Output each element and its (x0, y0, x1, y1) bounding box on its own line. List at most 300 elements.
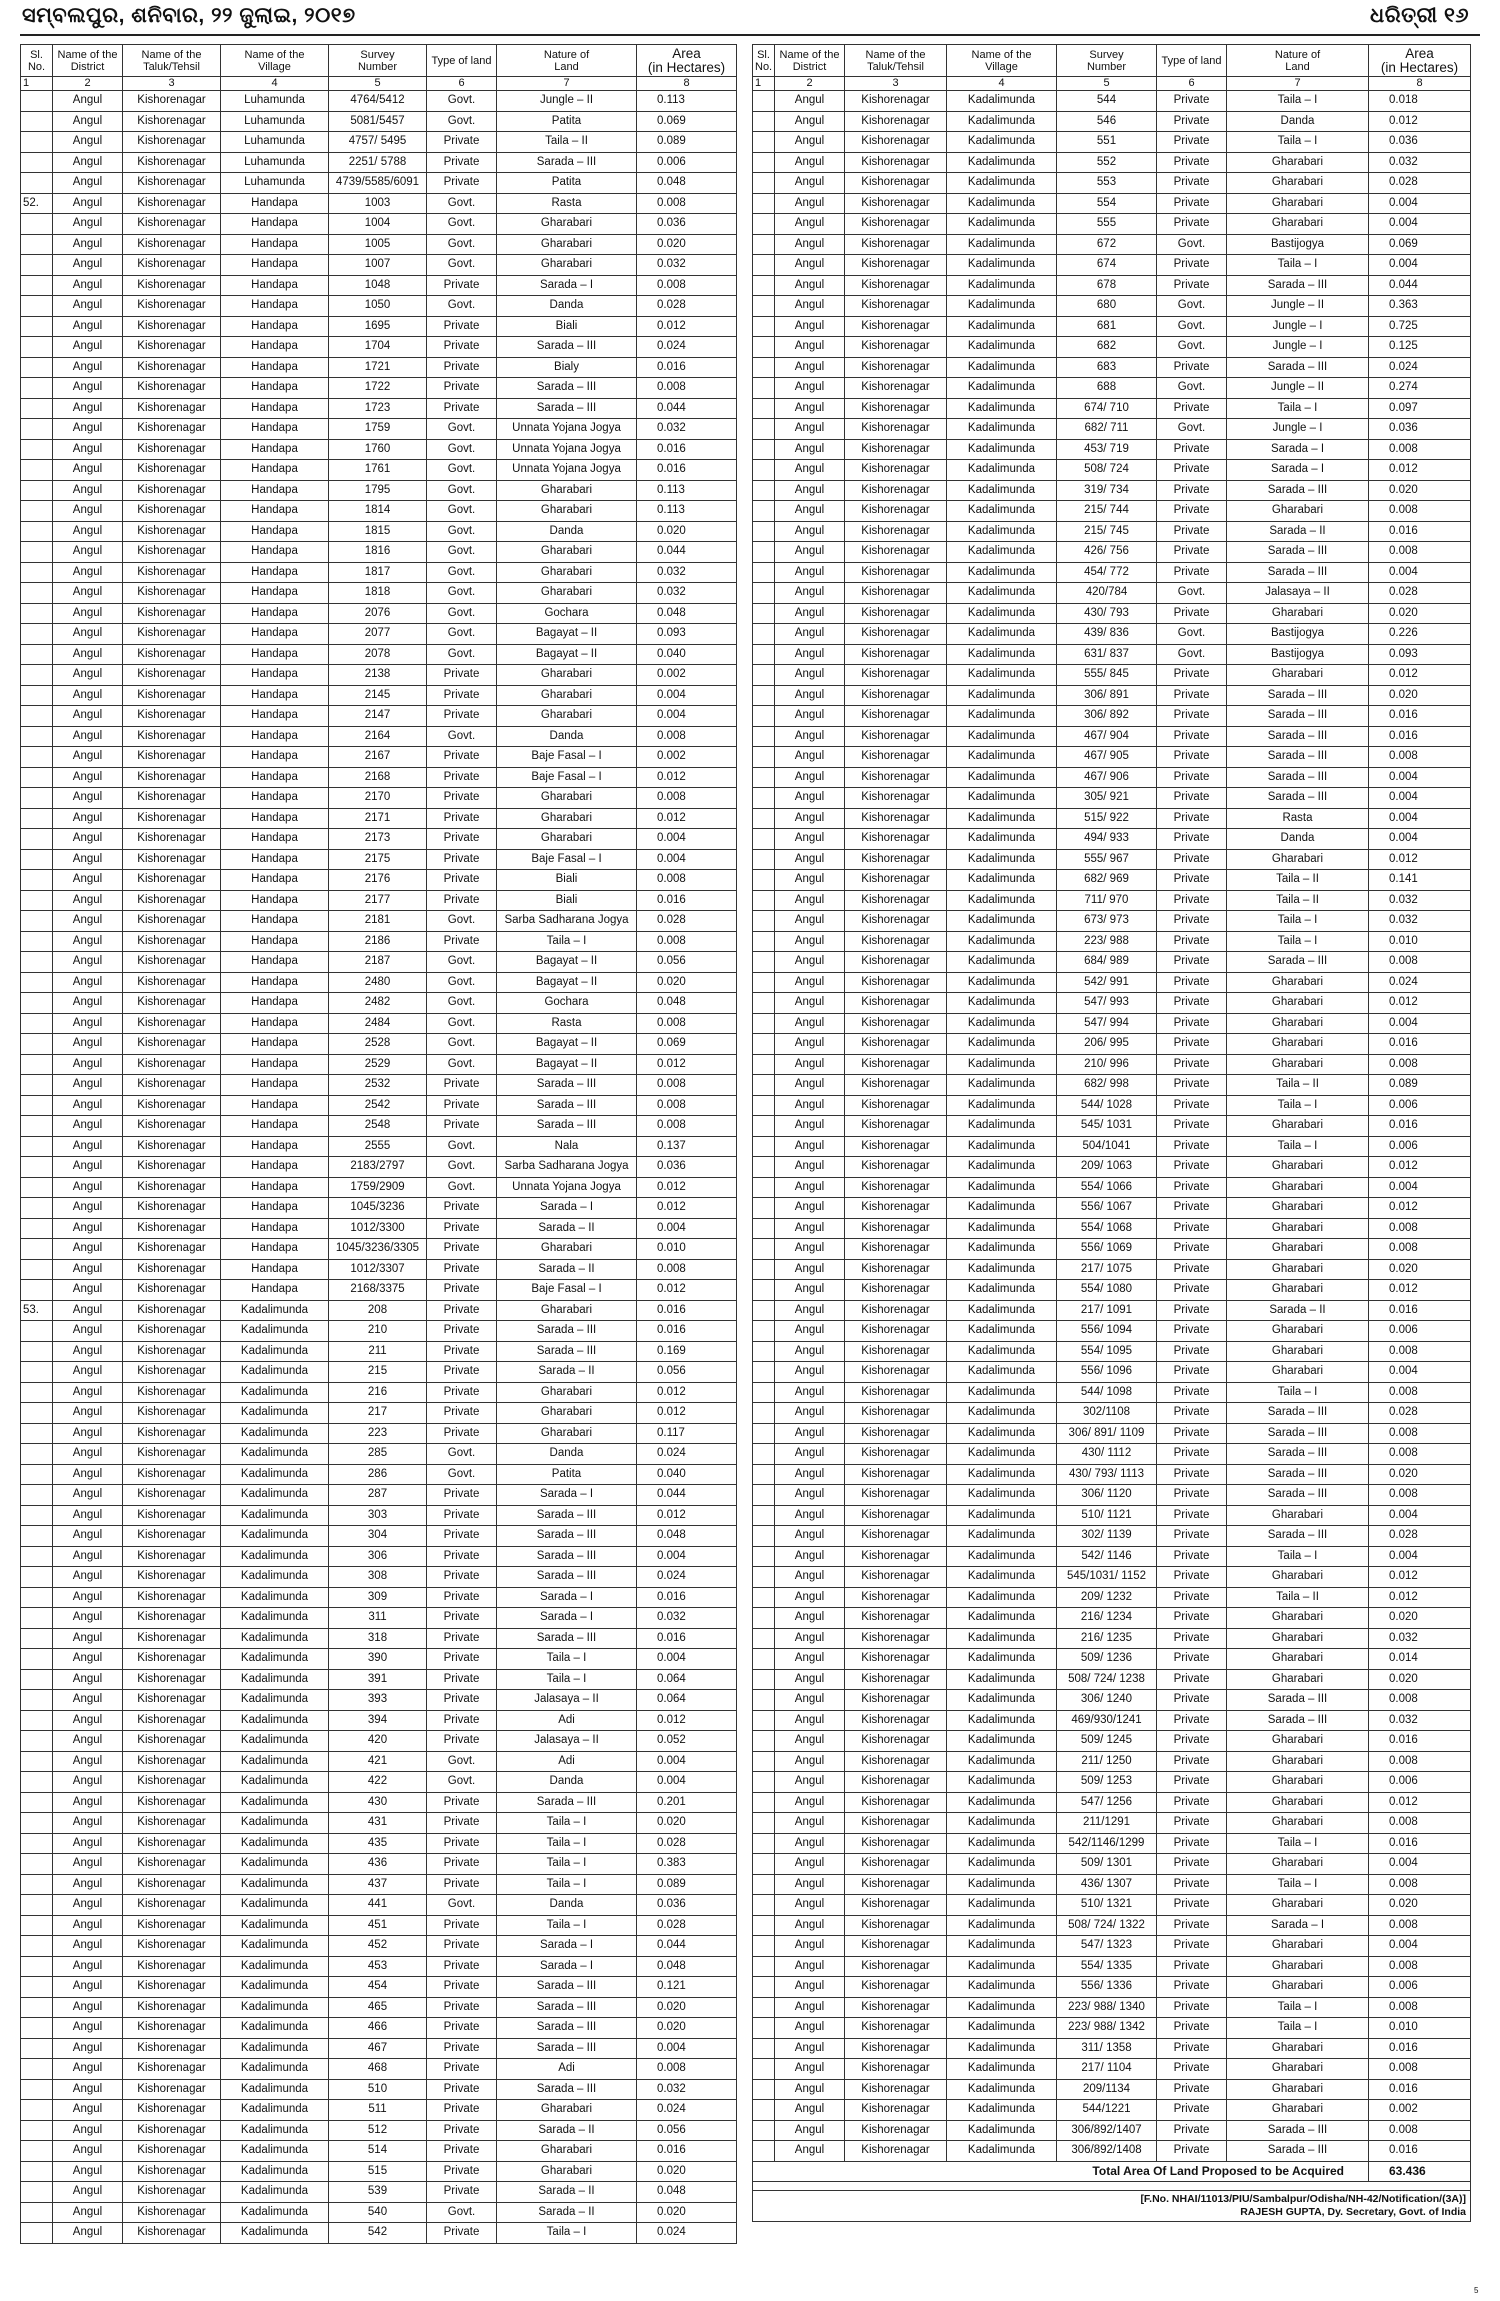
table-row (21, 193, 737, 214)
cell-land-nature: Sarada – II (497, 2182, 637, 2203)
cell-serial-number (21, 2100, 53, 2121)
cell-serial-number (21, 1382, 53, 1403)
cell-taluk: Kishorenagar (845, 1198, 947, 1219)
cell-taluk: Kishorenagar (123, 767, 221, 788)
column-number: 8 (1369, 77, 1471, 91)
cell-area-hectares: 0.725 (1369, 316, 1471, 337)
cell-survey-number: 217/ 1075 (1057, 1259, 1157, 1280)
cell-land-type: Private (427, 1792, 497, 1813)
cell-land-type: Private (1157, 1792, 1227, 1813)
cell-land-type: Private (427, 1915, 497, 1936)
column-header-taluk (845, 45, 947, 77)
cell-taluk: Kishorenagar (123, 501, 221, 522)
column-header-line: Village (985, 60, 1018, 73)
cell-area-hectares: 0.069 (637, 111, 737, 132)
cell-survey-number: 1814 (329, 501, 427, 522)
cell-area-hectares: 0.028 (637, 1915, 737, 1936)
cell-taluk: Kishorenagar (845, 1956, 947, 1977)
cell-village: Kadalimunda (221, 1813, 329, 1834)
cell-survey-number: 547/ 993 (1057, 993, 1157, 1014)
cell-area-hectares: 0.016 (1369, 1731, 1471, 1752)
cell-land-type: Govt. (427, 419, 497, 440)
cell-serial-number (21, 234, 53, 255)
cell-land-type: Private (1157, 521, 1227, 542)
table-row (21, 1177, 737, 1198)
cell-village: Kadalimunda (947, 1116, 1057, 1137)
cell-area-hectares: 0.016 (637, 1300, 737, 1321)
cell-survey-number: 682/ 998 (1057, 1075, 1157, 1096)
cell-taluk: Kishorenagar (845, 1792, 947, 1813)
cell-area-hectares: 0.048 (637, 1526, 737, 1547)
land-schedule-table-right (752, 44, 1471, 2222)
cell-taluk: Kishorenagar (845, 1321, 947, 1342)
cell-village: Kadalimunda (947, 357, 1057, 378)
cell-taluk: Kishorenagar (123, 1751, 221, 1772)
cell-area-hectares: 0.036 (1369, 419, 1471, 440)
column-number: 5 (1057, 77, 1157, 91)
cell-area-hectares: 0.020 (637, 2161, 737, 2182)
cell-village: Kadalimunda (947, 767, 1057, 788)
cell-land-type: Private (1157, 91, 1227, 112)
cell-land-type: Private (427, 1075, 497, 1096)
cell-land-nature: Sarada – III (1227, 685, 1369, 706)
cell-village: Handapa (221, 357, 329, 378)
cell-survey-number: 515 (329, 2161, 427, 2182)
cell-land-nature: Gharabari (497, 706, 637, 727)
cell-village: Handapa (221, 952, 329, 973)
column-number-row (753, 77, 1471, 91)
cell-serial-number (21, 849, 53, 870)
cell-land-type: Private (427, 685, 497, 706)
cell-land-type: Private (1157, 1628, 1227, 1649)
cell-land-type: Private (1157, 1116, 1227, 1137)
cell-district: Angul (775, 275, 845, 296)
cell-area-hectares: 0.274 (1369, 378, 1471, 399)
cell-area-hectares: 0.008 (1369, 1813, 1471, 1834)
cell-serial-number (21, 1546, 53, 1567)
cell-taluk: Kishorenagar (123, 2161, 221, 2182)
table-row (21, 480, 737, 501)
cell-village: Kadalimunda (221, 2100, 329, 2121)
cell-village: Kadalimunda (947, 1177, 1057, 1198)
cell-village: Kadalimunda (221, 1526, 329, 1547)
column-header-line: Name of the (244, 48, 305, 61)
cell-district: Angul (53, 316, 123, 337)
table-row (753, 1956, 1471, 1977)
cell-serial-number (753, 1095, 775, 1116)
cell-area-hectares: 0.024 (1369, 972, 1471, 993)
cell-village: Kadalimunda (221, 2141, 329, 2162)
cell-taluk: Kishorenagar (123, 193, 221, 214)
cell-village: Kadalimunda (947, 1013, 1057, 1034)
cell-land-nature: Sarada – III (1227, 1710, 1369, 1731)
cell-land-type: Private (427, 1546, 497, 1567)
cell-taluk: Kishorenagar (123, 2100, 221, 2121)
cell-land-nature: Sarada – III (497, 1321, 637, 1342)
cell-district: Angul (775, 132, 845, 153)
cell-taluk: Kishorenagar (123, 1362, 221, 1383)
table-row (753, 1936, 1471, 1957)
table-row (753, 501, 1471, 522)
cell-area-hectares: 0.004 (1369, 767, 1471, 788)
cell-village: Kadalimunda (947, 2059, 1057, 2080)
cell-survey-number: 1722 (329, 378, 427, 399)
cell-land-nature: Sarada – I (497, 1198, 637, 1219)
cell-village: Handapa (221, 562, 329, 583)
cell-land-type: Private (1157, 870, 1227, 891)
cell-area-hectares: 0.008 (637, 788, 737, 809)
cell-land-nature: Gharabari (1227, 2059, 1369, 2080)
cell-village: Kadalimunda (947, 624, 1057, 645)
cell-village: Kadalimunda (947, 931, 1057, 952)
cell-taluk: Kishorenagar (845, 1013, 947, 1034)
cell-serial-number (21, 419, 53, 440)
column-number: 1 (753, 77, 775, 91)
cell-serial-number (753, 296, 775, 317)
table-row (21, 1915, 737, 1936)
page-number: 5 (1474, 2286, 1479, 2295)
cell-village: Kadalimunda (221, 1403, 329, 1424)
cell-survey-number: 2555 (329, 1136, 427, 1157)
cell-land-nature: Taila – I (1227, 1833, 1369, 1854)
cell-district: Angul (53, 1997, 123, 2018)
cell-land-type: Private (1157, 1362, 1227, 1383)
cell-area-hectares: 0.008 (1369, 1239, 1471, 1260)
cell-village: Handapa (221, 1136, 329, 1157)
cell-area-hectares: 0.008 (1369, 542, 1471, 563)
cell-survey-number: 2482 (329, 993, 427, 1014)
cell-district: Angul (53, 1157, 123, 1178)
cell-district: Angul (53, 1936, 123, 1957)
table-body-left (21, 91, 737, 2244)
column-number: 6 (427, 77, 497, 91)
cell-survey-number: 1050 (329, 296, 427, 317)
cell-survey-number: 216/ 1234 (1057, 1608, 1157, 1629)
cell-taluk: Kishorenagar (123, 1198, 221, 1219)
table-row (21, 603, 737, 624)
cell-district: Angul (53, 1587, 123, 1608)
cell-area-hectares: 0.048 (637, 173, 737, 194)
table-row (753, 1157, 1471, 1178)
cell-land-type: Private (427, 378, 497, 399)
cell-area-hectares: 0.089 (637, 1874, 737, 1895)
cell-village: Kadalimunda (221, 1382, 329, 1403)
cell-land-nature: Gharabari (1227, 1731, 1369, 1752)
cell-village: Handapa (221, 193, 329, 214)
cell-taluk: Kishorenagar (123, 1321, 221, 1342)
cell-survey-number: 211/1291 (1057, 1813, 1157, 1834)
cell-taluk: Kishorenagar (123, 460, 221, 481)
cell-area-hectares: 0.004 (637, 685, 737, 706)
cell-village: Kadalimunda (221, 1751, 329, 1772)
column-header-line: District (792, 60, 827, 73)
cell-taluk: Kishorenagar (123, 706, 221, 727)
cell-survey-number: 439/ 836 (1057, 624, 1157, 645)
cell-land-nature: Sarada – I (497, 1956, 637, 1977)
cell-land-nature: Sarada – III (1227, 1690, 1369, 1711)
cell-district: Angul (53, 173, 123, 194)
cell-taluk: Kishorenagar (845, 624, 947, 645)
cell-village: Handapa (221, 1095, 329, 1116)
cell-district: Angul (53, 1198, 123, 1219)
table-row (753, 747, 1471, 768)
cell-survey-number: 454/ 772 (1057, 562, 1157, 583)
cell-survey-number: 454 (329, 1977, 427, 1998)
cell-land-nature: Taila – II (1227, 890, 1369, 911)
cell-area-hectares: 0.008 (637, 1095, 737, 1116)
cell-village: Kadalimunda (221, 2038, 329, 2059)
cell-district: Angul (775, 255, 845, 276)
cell-serial-number (753, 1485, 775, 1506)
table-row (753, 706, 1471, 727)
cell-taluk: Kishorenagar (123, 972, 221, 993)
table-row (753, 1505, 1471, 1526)
cell-district: Angul (775, 173, 845, 194)
cell-area-hectares: 0.032 (637, 583, 737, 604)
cell-area-hectares: 0.012 (1369, 849, 1471, 870)
cell-village: Kadalimunda (947, 91, 1057, 112)
cell-village: Kadalimunda (947, 1259, 1057, 1280)
cell-area-hectares: 0.028 (1369, 1526, 1471, 1547)
cell-village: Handapa (221, 1239, 329, 1260)
cell-serial-number (753, 1936, 775, 1957)
cell-village: Kadalimunda (947, 2141, 1057, 2162)
cell-land-type: Private (427, 1116, 497, 1137)
cell-survey-number: 422 (329, 1772, 427, 1793)
table-row (21, 2018, 737, 2039)
cell-land-type: Private (1157, 1382, 1227, 1403)
cell-land-type: Private (427, 1095, 497, 1116)
cell-land-type: Govt. (427, 501, 497, 522)
cell-village: Kadalimunda (947, 890, 1057, 911)
cell-survey-number: 306/892/1407 (1057, 2120, 1157, 2141)
cell-district: Angul (53, 562, 123, 583)
cell-land-type: Govt. (427, 460, 497, 481)
cell-survey-number: 311/ 1358 (1057, 2038, 1157, 2059)
cell-land-type: Govt. (427, 911, 497, 932)
cell-taluk: Kishorenagar (123, 1095, 221, 1116)
cell-serial-number (753, 1854, 775, 1875)
cell-serial-number (753, 1116, 775, 1137)
cell-land-nature: Taila – I (497, 2223, 637, 2244)
table-row (21, 1382, 737, 1403)
cell-survey-number: 551 (1057, 132, 1157, 153)
cell-serial-number (21, 931, 53, 952)
cell-serial-number (21, 624, 53, 645)
cell-district: Angul (53, 2038, 123, 2059)
cell-village: Kadalimunda (947, 1136, 1057, 1157)
cell-land-nature: Gharabari (1227, 849, 1369, 870)
cell-taluk: Kishorenagar (123, 583, 221, 604)
cell-land-nature: Taila – I (1227, 1546, 1369, 1567)
cell-land-type: Private (427, 1198, 497, 1219)
cell-district: Angul (53, 1464, 123, 1485)
cell-district: Angul (775, 2100, 845, 2121)
cell-area-hectares: 0.020 (1369, 1669, 1471, 1690)
cell-village: Handapa (221, 993, 329, 1014)
cell-land-type: Private (1157, 132, 1227, 153)
cell-village: Kadalimunda (947, 2120, 1057, 2141)
cell-survey-number: 286 (329, 1464, 427, 1485)
cell-serial-number (21, 1444, 53, 1465)
cell-area-hectares: 0.020 (1369, 1895, 1471, 1916)
table-row (753, 2038, 1471, 2059)
table-row (21, 706, 737, 727)
column-number: 7 (1227, 77, 1369, 91)
cell-land-nature: Gharabari (497, 2141, 637, 2162)
cell-survey-number: 210/ 996 (1057, 1054, 1157, 1075)
table-row (753, 1054, 1471, 1075)
cell-survey-number: 2187 (329, 952, 427, 973)
cell-land-type: Govt. (427, 726, 497, 747)
cell-land-nature: Sarada – III (1227, 767, 1369, 788)
cell-taluk: Kishorenagar (123, 624, 221, 645)
cell-taluk: Kishorenagar (845, 952, 947, 973)
cell-serial-number (753, 1013, 775, 1034)
cell-survey-number: 2532 (329, 1075, 427, 1096)
cell-survey-number: 556/ 1094 (1057, 1321, 1157, 1342)
cell-district: Angul (775, 2018, 845, 2039)
cell-land-nature: Gharabari (1227, 214, 1369, 235)
cell-land-nature: Sarada – III (497, 1628, 637, 1649)
cell-village: Kadalimunda (947, 1628, 1057, 1649)
cell-land-nature: Sarada – III (497, 1792, 637, 1813)
cell-district: Angul (53, 1977, 123, 1998)
column-header-line: Area (672, 45, 701, 61)
cell-serial-number (753, 1587, 775, 1608)
cell-serial-number (753, 767, 775, 788)
cell-land-nature: Gharabari (1227, 1054, 1369, 1075)
cell-village: Kadalimunda (221, 2059, 329, 2080)
cell-village: Luhamunda (221, 152, 329, 173)
cell-survey-number: 217 (329, 1403, 427, 1424)
cell-district: Angul (775, 1075, 845, 1096)
cell-land-type: Private (427, 2223, 497, 2244)
cell-land-nature: Gharabari (497, 214, 637, 235)
cell-village: Kadalimunda (947, 214, 1057, 235)
cell-survey-number: 435 (329, 1833, 427, 1854)
cell-village: Kadalimunda (947, 1075, 1057, 1096)
cell-area-hectares: 0.008 (637, 1259, 737, 1280)
cell-district: Angul (775, 2120, 845, 2141)
cell-village: Kadalimunda (947, 1649, 1057, 1670)
cell-land-type: Private (1157, 111, 1227, 132)
cell-land-nature: Sarada – III (1227, 275, 1369, 296)
cell-district: Angul (53, 2059, 123, 2080)
cell-district: Angul (53, 255, 123, 276)
cell-area-hectares: 0.016 (637, 460, 737, 481)
cell-serial-number (21, 1936, 53, 1957)
cell-village: Kadalimunda (947, 337, 1057, 358)
cell-taluk: Kishorenagar (845, 1751, 947, 1772)
cell-taluk: Kishorenagar (123, 1403, 221, 1424)
table-row (753, 111, 1471, 132)
cell-taluk: Kishorenagar (123, 2059, 221, 2080)
cell-area-hectares: 0.014 (1369, 1649, 1471, 1670)
cell-survey-number: 673/ 973 (1057, 911, 1157, 932)
table-row (753, 624, 1471, 645)
cell-area-hectares: 0.008 (1369, 1751, 1471, 1772)
cell-land-type: Private (1157, 726, 1227, 747)
cell-survey-number: 2484 (329, 1013, 427, 1034)
cell-district: Angul (775, 665, 845, 686)
cell-survey-number: 2177 (329, 890, 427, 911)
cell-survey-number: 1815 (329, 521, 427, 542)
cell-land-type: Govt. (427, 480, 497, 501)
cell-land-nature: Gharabari (1227, 1936, 1369, 1957)
cell-taluk: Kishorenagar (845, 1505, 947, 1526)
cell-village: Kadalimunda (221, 1874, 329, 1895)
column-header-line: Number (357, 60, 398, 73)
table-row (21, 1444, 737, 1465)
cell-survey-number: 547/ 1256 (1057, 1792, 1157, 1813)
table-row (21, 91, 737, 112)
cell-serial-number (21, 1690, 53, 1711)
table-row (21, 1956, 737, 1977)
cell-village: Kadalimunda (221, 1649, 329, 1670)
cell-district: Angul (53, 685, 123, 706)
cell-survey-number: 539 (329, 2182, 427, 2203)
table-row (21, 1280, 737, 1301)
table-row (21, 234, 737, 255)
table-row (753, 234, 1471, 255)
cell-land-type: Private (1157, 1054, 1227, 1075)
cell-taluk: Kishorenagar (845, 685, 947, 706)
cell-land-type: Private (427, 1731, 497, 1752)
column-header-taluk (123, 45, 221, 77)
cell-taluk: Kishorenagar (845, 91, 947, 112)
cell-taluk: Kishorenagar (123, 480, 221, 501)
table-row (753, 132, 1471, 153)
cell-land-nature: Gharabari (1227, 1157, 1369, 1178)
cell-village: Kadalimunda (947, 1690, 1057, 1711)
cell-land-nature: Gharabari (1227, 1013, 1369, 1034)
table-row (21, 767, 737, 788)
cell-land-type: Govt. (1157, 296, 1227, 317)
cell-land-nature: Gochara (497, 993, 637, 1014)
cell-district: Angul (53, 1280, 123, 1301)
table-row (21, 665, 737, 686)
cell-taluk: Kishorenagar (123, 1628, 221, 1649)
table-row (21, 829, 737, 850)
cell-district: Angul (775, 1321, 845, 1342)
cell-village: Kadalimunda (947, 460, 1057, 481)
cell-survey-number: 688 (1057, 378, 1157, 399)
cell-serial-number (21, 911, 53, 932)
cell-district: Angul (53, 829, 123, 850)
cell-survey-number: 453/ 719 (1057, 439, 1157, 460)
cell-district: Angul (775, 234, 845, 255)
column-header-line: District (70, 60, 105, 73)
cell-taluk: Kishorenagar (123, 1731, 221, 1752)
cell-land-nature: Sarba Sadharana Jogya (497, 1157, 637, 1178)
cell-district: Angul (775, 1997, 845, 2018)
cell-serial-number (21, 1997, 53, 2018)
cell-area-hectares: 0.020 (1369, 685, 1471, 706)
cell-land-nature: Rasta (1227, 808, 1369, 829)
table-row (753, 1321, 1471, 1342)
cell-serial-number (21, 1813, 53, 1834)
cell-area-hectares: 0.008 (637, 870, 737, 891)
cell-area-hectares: 0.008 (1369, 747, 1471, 768)
cell-serial-number (753, 1731, 775, 1752)
cell-taluk: Kishorenagar (123, 1649, 221, 1670)
cell-district: Angul (53, 1505, 123, 1526)
cell-serial-number (753, 1362, 775, 1383)
cell-survey-number: 556/ 1067 (1057, 1198, 1157, 1219)
cell-land-nature: Sarada – III (1227, 1444, 1369, 1465)
cell-serial-number (753, 275, 775, 296)
